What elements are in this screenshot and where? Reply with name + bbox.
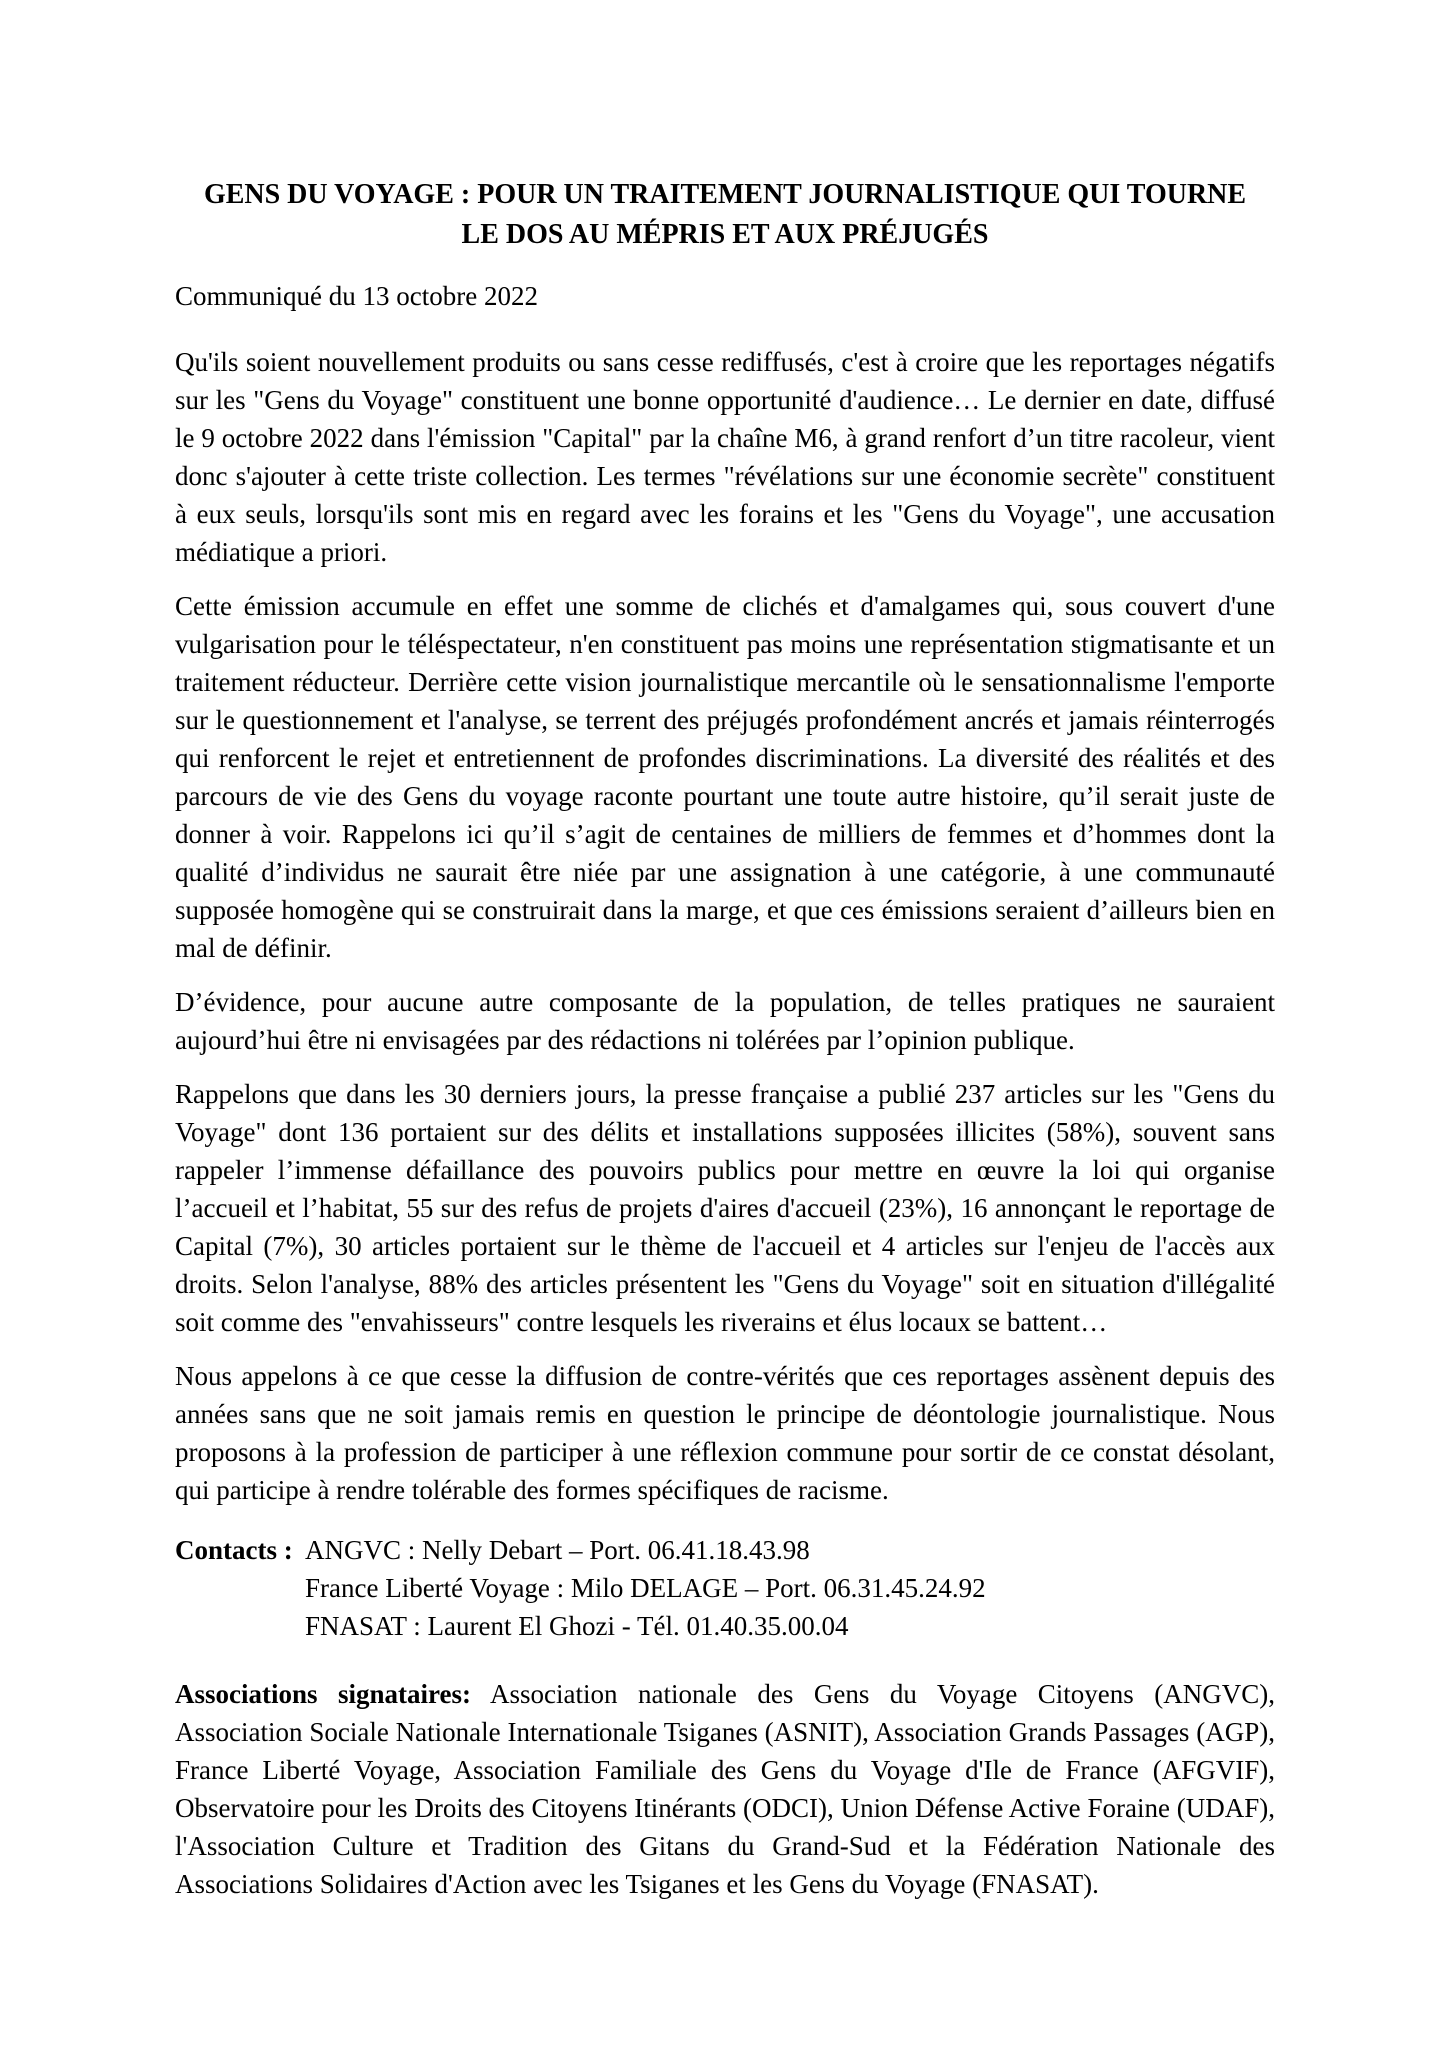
body-paragraph-1: Qu'ils soient nouvellement produits ou sans cesse rediffusés, c'est à croire que les reportages négatifs sur les "Gens du Voyage" constituent une bonne opportunité d'audience… Le dernier en date, diffusé le 9 octobre 2022 dans l'émission "Capital" par la chaîne M6, à grand renfort d’un titre racoleur, vient donc s'ajouter à cette triste collection. Les termes "révélations sur une économie secrète" constituent à eux seuls, lorsqu'ils sont mis en regard avec les forains et les "Gens du Voyage", une accusation médiatique a priori. bbox=[175, 347, 1275, 567]
document-title bbox=[175, 175, 1275, 255]
contact-line-angvc: ANGVC : Nelly Debart – Port. 06.41.18.43.98 bbox=[305, 1535, 810, 1565]
body-paragraph-4: Rappelons que dans les 30 derniers jours, la presse française a publié 237 articles sur les "Gens du Voyage" dont 136 portaient sur des délits et installations supposées illicites (58%), souvent sans rappeler l’immense défaillance des pouvoirs publics pour mettre en œuvre la loi qui organise l’accueil et l’habitat, 55 sur des refus de projets d'aires d'accueil (23%), 16 annonçant le reportage de Capital (7%), 30 articles portaient sur le thème de l'accueil et 4 articles sur l'enjeu de l'accès aux droits. Selon l'analyse, 88% des articles présentent les "Gens du Voyage" soit en situation d'illégalité soit comme des "envahisseurs" contre lesquels les riverains et élus locaux se battent… bbox=[175, 1079, 1275, 1337]
contacts-block bbox=[175, 1531, 1275, 1645]
title-line-2: LE DOS AU MÉPRIS ET AUX PRÉJUGÉS bbox=[461, 219, 989, 250]
contact-line-france-liberte-voyage: France Liberté Voyage : Milo DELAGE – Port. 06.31.45.24.92 bbox=[305, 1573, 986, 1603]
contacts-label: Contacts : bbox=[175, 1535, 293, 1565]
body-paragraph-2: Cette émission accumule en effet une somme de clichés et d'amalgames qui, sous couvert d'une vulgarisation pour le téléspectateur, n'en constituent pas moins une représentation stigmatisante et un traitement réducteur. Derrière cette vision journalistique mercantile où le sensationnalisme l'emporte sur le questionnement et l'analyse, se terrent des préjugés profondément ancrés et jamais réinterrogés qui renforcent le rejet et entretiennent de profondes discriminations. La diversité des réalités et des parcours de vie des Gens du voyage raconte pourtant une toute autre histoire, qu’il serait juste de donner à voir. Rappelons ici qu’il s’agit de centaines de milliers de femmes et d’hommes dont la qualité d’individus ne saurait être niée par une assignation à une catégorie, à une communauté supposée homogène qui se construirait dans la marge, et que ces émissions seraient d’ailleurs bien en mal de définir. bbox=[175, 591, 1275, 963]
signatories-text: Association nationale des Gens du Voyage Citoyens (ANGVC), Association Sociale Nationale Internationale Tsiganes (ASNIT), Association Grands Passages (AGP), France Liberté Voyage, Association Familiale des Gens du Voyage d'Ile de France (AFGVIF), Observatoire pour les Droits des Citoyens Itinérants (ODCI), Union Défense Active Foraine (UDAF), l'Association Culture et Tradition des Gitans du Grand-Sud et la Fédération Nationale des Associations Solidaires d'Action avec les Tsiganes et les Gens du Voyage (FNASAT). bbox=[175, 1679, 1276, 1899]
body-paragraph-3: D’évidence, pour aucune autre composante de la population, de telles pratiques ne sauraient aujourd’hui être ni envisagées par des rédactions ni tolérées par l’opinion publique. bbox=[175, 987, 1275, 1055]
date-line: Communiqué du 13 octobre 2022 bbox=[175, 281, 538, 311]
contacts-lines bbox=[305, 1531, 1275, 1645]
contact-line-fnasat: FNASAT : Laurent El Ghozi - Tél. 01.40.35.00.04 bbox=[305, 1611, 849, 1641]
signatories-label: Associations signataires: bbox=[175, 1679, 471, 1709]
signatories-paragraph bbox=[175, 1675, 1275, 1903]
title-line-1: GENS DU VOYAGE : POUR UN TRAITEMENT JOURNALISTIQUE QUI TOURNE bbox=[203, 179, 1247, 210]
body-paragraph-5: Nous appelons à ce que cesse la diffusion de contre-vérités que ces reportages assènent depuis des années sans que ne soit jamais remis en question le principe de déontologie journalistique. Nous proposons à la profession de participer à une réflexion commune pour sortir de ce constat désolant, qui participe à rendre tolérable des formes spécifiques de racisme. bbox=[175, 1361, 1275, 1505]
